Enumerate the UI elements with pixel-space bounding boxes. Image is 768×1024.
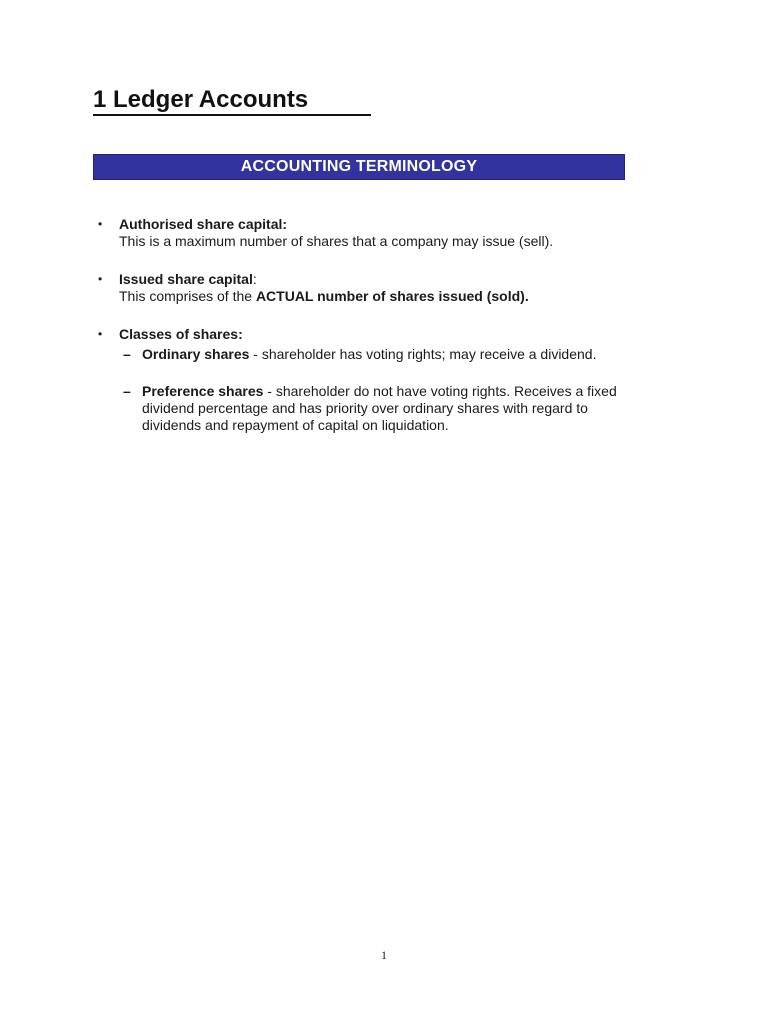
term-heading: Authorised share capital:: [119, 216, 288, 232]
term-classes-of-shares: [93, 326, 633, 434]
term-heading: Issued share capital: [119, 271, 253, 287]
bullet-icon: •: [98, 217, 103, 231]
bullet-icon: •: [98, 272, 103, 286]
term-heading-line: [119, 271, 633, 288]
section-banner: ACCOUNTING TERMINOLOGY: [93, 154, 625, 180]
terminology-list: [93, 216, 633, 455]
share-class-heading: Preference shares: [142, 383, 264, 399]
term-definition-emphasis: ACTUAL number of shares issued (sold).: [255, 288, 529, 304]
share-classes-list: [119, 346, 633, 434]
share-class-description: - shareholder has voting rights; may receive a dividend.: [249, 346, 597, 362]
term-heading: Classes of shares:: [119, 326, 243, 342]
dash-icon: –: [123, 383, 131, 399]
term-definition: [119, 288, 633, 305]
term-authorised-share-capital: [93, 216, 633, 250]
page-number: 1: [381, 948, 387, 962]
term-issued-share-capital: [93, 271, 633, 305]
share-class-heading: Ordinary shares: [142, 346, 250, 362]
term-definition-prefix: This comprises of the: [119, 288, 256, 304]
share-class-preference: [119, 383, 633, 434]
term-definition: This is a maximum number of shares that a company may issue (sell).: [119, 233, 554, 249]
share-class-ordinary: [119, 346, 633, 363]
dash-icon: –: [123, 346, 131, 362]
share-class-description: - shareholder do not have voting rights. Receives a fixed dividend percentage and has priority over ordinary shares with regard to dividends and repayment of capital on liquidation.: [142, 383, 617, 433]
term-heading-suffix: :: [252, 271, 257, 287]
bullet-icon: •: [98, 327, 103, 341]
page-title: 1 Ledger Accounts: [93, 86, 371, 116]
